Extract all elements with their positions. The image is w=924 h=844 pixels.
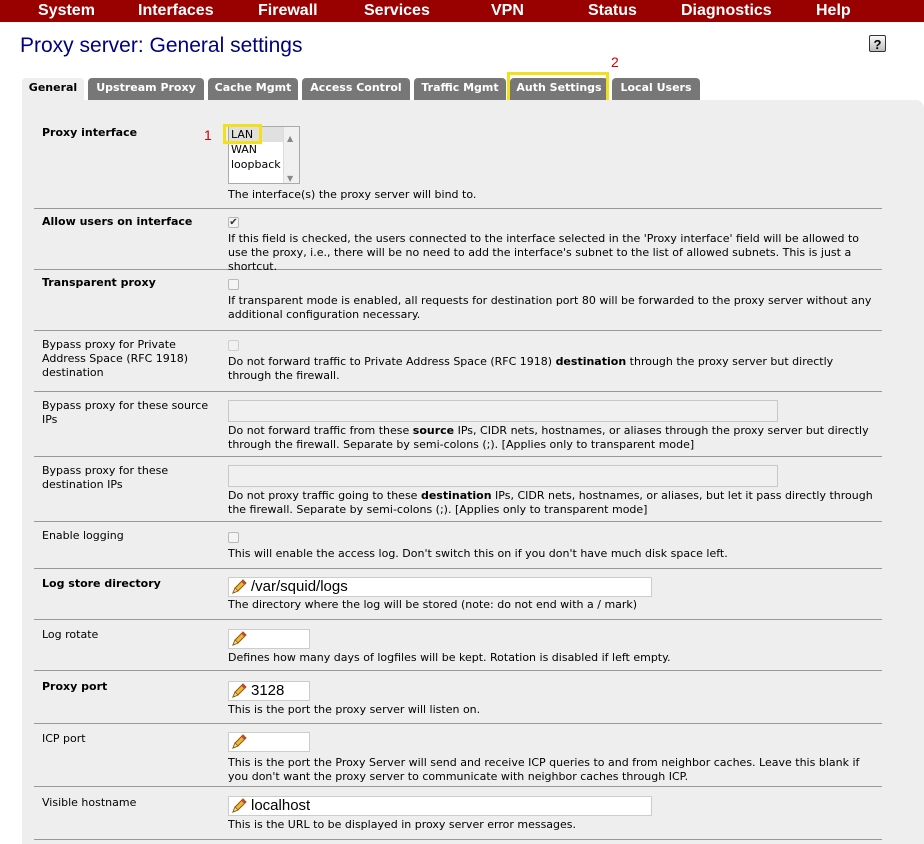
log-rotate-desc: Defines how many days of logfiles will be kept. Rotation is disabled if left empty. (228, 651, 671, 664)
bypass-dest-desc: Do not proxy traffic going to these destination IPs, CIDR nets, hostnames, or aliases, but let it pass directly through the firewall. Separate by semi-colons (;). [Applies only to transparent mode] (228, 489, 873, 516)
row-visible-hostname (34, 787, 882, 840)
log-rotate-label: Log rotate (42, 628, 99, 641)
annotation-number-1: 1 (204, 127, 212, 143)
option-loopback[interactable]: loopback (231, 158, 281, 171)
proxy-port-value: 3128 (251, 682, 285, 699)
visible-hostname-input[interactable] (228, 796, 652, 816)
menu-firewall[interactable]: Firewall (258, 2, 318, 19)
row-log-dir (34, 569, 882, 620)
proxy-port-input[interactable] (228, 681, 310, 701)
scroll-down-arrow-icon[interactable]: ▼ (287, 174, 294, 183)
menu-status[interactable]: Status (588, 2, 637, 19)
option-lan[interactable]: LAN (229, 127, 299, 142)
annotation-number-2: 2 (611, 54, 619, 70)
log-dir-desc: The directory where the log will be stored (note: do not end with a / mark) (228, 598, 638, 611)
tab-auth-settings[interactable]: Auth Settings (510, 78, 608, 100)
menu-help[interactable]: Help (816, 2, 851, 19)
row-bypass-source (34, 392, 882, 457)
proxy-interface-listbox[interactable] (228, 126, 300, 184)
log-dir-value: /var/squid/logs (251, 578, 348, 595)
row-bypass-dest (34, 457, 882, 522)
icp-port-input[interactable] (228, 732, 310, 752)
menu-diagnostics[interactable]: Diagnostics (681, 2, 772, 19)
enable-logging-label: Enable logging (42, 529, 124, 542)
row-bypass-private (34, 331, 882, 392)
tab-upstream-proxy[interactable]: Upstream Proxy (88, 78, 204, 100)
bypass-source-input[interactable] (228, 400, 778, 422)
proxy-interface-desc: The interface(s) the proxy server will bind to. (228, 188, 477, 201)
row-enable-logging (34, 522, 882, 569)
scroll-up-arrow-icon[interactable]: ▲ (287, 134, 294, 143)
bypass-private-label: Bypass proxy for Private Address Space (RFC 1918) destination (42, 338, 189, 379)
menu-interfaces[interactable]: Interfaces (138, 2, 214, 19)
row-proxy-port (34, 671, 882, 724)
tab-cache-mgmt[interactable]: Cache Mgmt (208, 78, 298, 100)
pencil-icon (231, 683, 247, 699)
log-dir-label: Log store directory (42, 577, 161, 590)
listbox-scrollbar[interactable] (283, 127, 299, 183)
transparent-proxy-label: Transparent proxy (42, 276, 156, 289)
top-menu-bar (0, 0, 924, 22)
proxy-interface-label: Proxy interface (42, 126, 138, 139)
enable-logging-desc: This will enable the access log. Don't switch this on if you don't have much disk space left. (228, 547, 728, 560)
option-wan[interactable]: WAN (231, 143, 258, 156)
allow-users-label: Allow users on interface (42, 215, 193, 228)
visible-hostname-value: localhost (251, 797, 311, 814)
menu-vpn[interactable]: VPN (491, 2, 524, 19)
bypass-source-label: Bypass proxy for these source IPs (42, 399, 209, 426)
proxy-port-desc: This is the port the proxy server will listen on. (228, 703, 481, 716)
bypass-dest-label: Bypass proxy for these destination IPs (42, 464, 169, 491)
log-rotate-input[interactable] (228, 629, 310, 649)
tab-general[interactable]: General (22, 78, 84, 100)
allow-users-checkbox[interactable]: ✔ (229, 217, 238, 228)
tab-traffic-mgmt[interactable]: Traffic Mgmt (414, 78, 506, 100)
pencil-icon (231, 631, 247, 647)
tab-local-users[interactable]: Local Users (612, 78, 700, 100)
transparent-proxy-desc: If transparent mode is enabled, all requests for destination port 80 will be forwarded to the proxy server without any additional configuration necessary. (228, 294, 872, 321)
allow-users-desc: If this field is checked, the users connected to the interface selected in the 'Proxy interface' field will be allowed to use the proxy, i.e., there will be no need to add the interface's subnet to the list of allowed subnets. This is just a shortcut. (228, 232, 860, 273)
row-icp-port (34, 724, 882, 787)
help-button[interactable]: ? (869, 35, 886, 52)
menu-services[interactable]: Services (364, 2, 430, 19)
tab-access-control[interactable]: Access Control (302, 78, 410, 100)
bypass-source-desc: Do not forward traffic from these source IPs, CIDR nets, hostnames, or aliases through the proxy server but directly through the firewall. Separate by semi-colons (;). [Applies only to transparent mode] (228, 424, 869, 451)
proxy-port-label: Proxy port (42, 680, 108, 693)
log-dir-input[interactable] (228, 577, 652, 597)
bypass-private-desc: Do not forward traffic to Private Address Space (RFC 1918) destination through the proxy server but directly through the firewall. (228, 355, 834, 382)
visible-hostname-label: Visible hostname (42, 796, 137, 809)
icp-port-desc: This is the port the Proxy Server will send and receive ICP queries to and from neighbor caches. Leave this blank if you don't want the proxy server to communicate with neighbor caches through ICP. (228, 756, 860, 783)
row-allow-users (34, 209, 882, 273)
icp-port-label: ICP port (42, 732, 86, 745)
row-proxy-interface (34, 118, 882, 209)
page-title: Proxy server: General settings (20, 34, 303, 57)
menu-system[interactable]: System (38, 2, 95, 19)
bypass-private-checkbox[interactable] (228, 340, 239, 351)
pencil-icon (231, 579, 247, 595)
enable-logging-checkbox[interactable] (228, 532, 239, 543)
row-log-rotate (34, 620, 882, 671)
row-transparent-proxy (34, 270, 882, 331)
transparent-proxy-checkbox[interactable] (228, 279, 239, 290)
pencil-icon (231, 798, 247, 814)
visible-hostname-desc: This is the URL to be displayed in proxy server error messages. (228, 818, 577, 831)
pencil-icon (231, 734, 247, 750)
bypass-dest-input[interactable] (228, 465, 778, 487)
